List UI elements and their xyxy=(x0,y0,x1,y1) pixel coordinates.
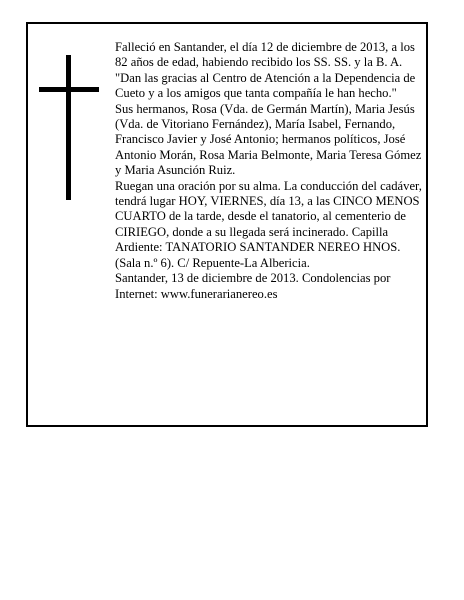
cross-vertical-bar xyxy=(66,55,71,200)
obituary-notice xyxy=(26,22,428,427)
closing-line: Santander, 13 de diciembre de 2013. Condolencias por Internet: www.funerarianereo.es xyxy=(115,271,391,301)
family-list: Sus hermanos, Rosa (Vda. de Germán Martín), Maria Jesús (Vda. de Vitoriano Fernández), María Isabel, Fernando, Francisco Javier y José Antonio; hermanos políticos, José Antonio Morán, Rosa Maria Belmonte, Maria Teresa Gómez y Maria Asunción Ruiz. xyxy=(115,101,422,178)
death-announcement: Falleció en Santander, el día 12 de diciembre de 2013, a los 82 años de edad, habiendo recibido los SS. SS. y la B. A. xyxy=(115,40,415,70)
funeral-details: Ruegan una oración por su alma. La conducción del cadáver, tendrá lugar HOY, VIERNES, día 13, a las CINCO MENOS CUARTO de la tarde, desde el tanatorio, al cementerio de CIRIEGO, donde a su llegada será incinerado. Capilla Ardiente: TANATORIO SANTANDER NEREO HNOS. (Sala n.º 6). C/ Repuente-La Albericia. xyxy=(115,178,422,270)
latin-cross-icon xyxy=(39,55,99,200)
notice-text xyxy=(115,40,423,302)
acknowledgement-quote: "Dan las gracias al Centro de Atención a la Dependencia de Cueto y a los amigos que tanta compañía le han hecho." xyxy=(115,70,416,101)
cross-horizontal-bar xyxy=(39,87,99,92)
